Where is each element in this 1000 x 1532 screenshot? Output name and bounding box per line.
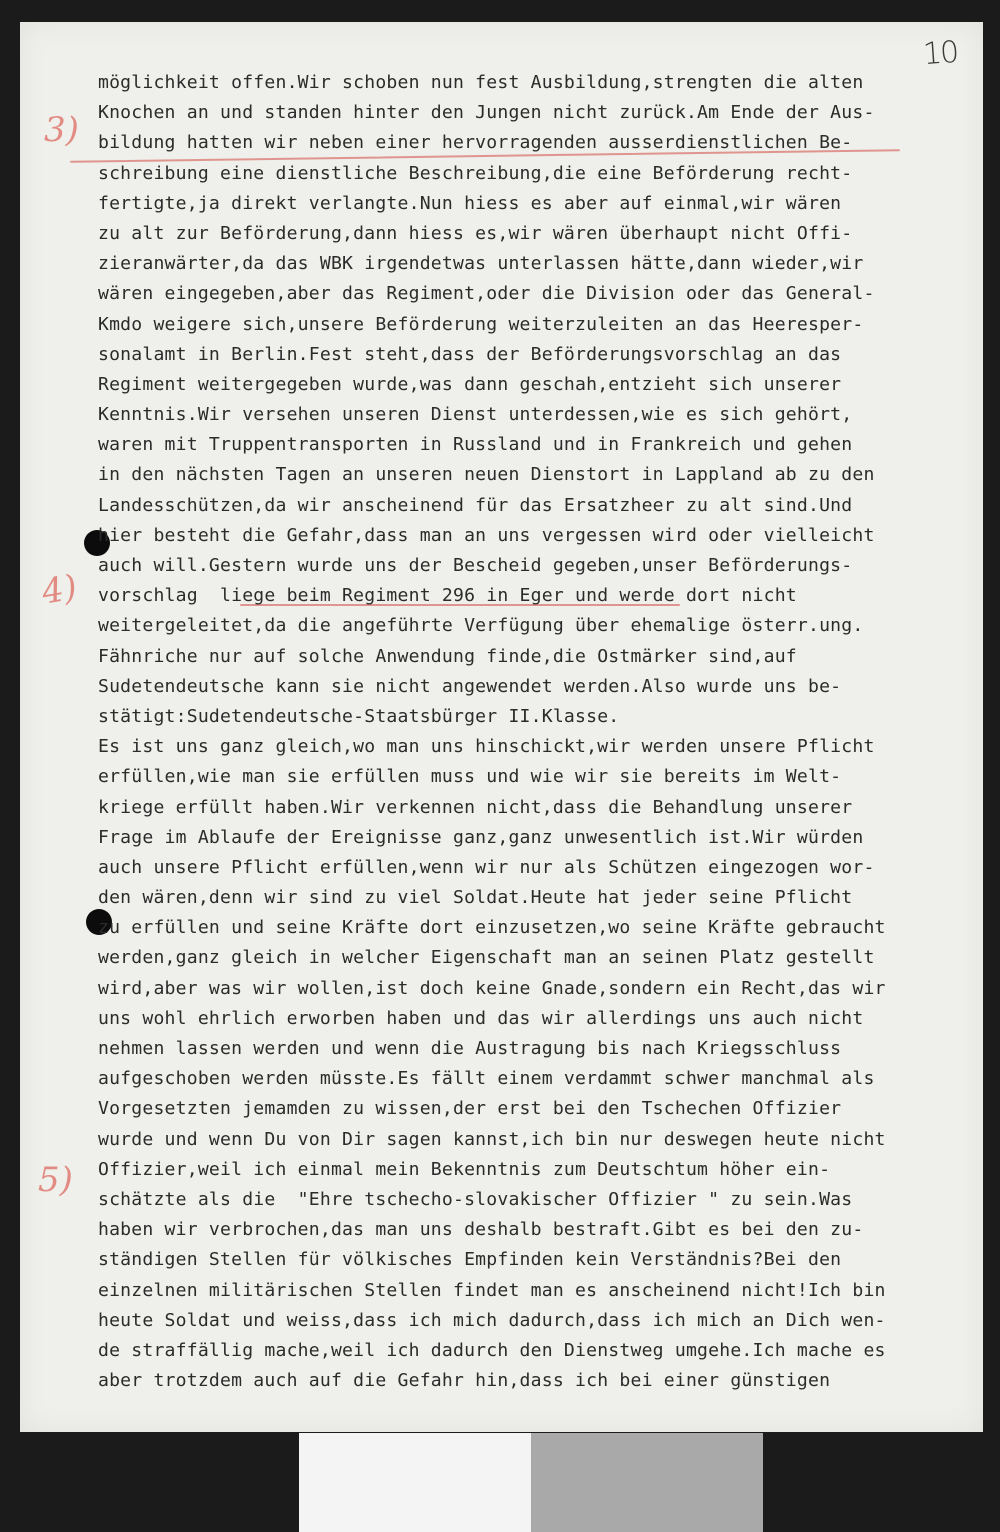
text-line: wären eingegeben,aber das Regiment,oder die Division oder das General- [98, 283, 875, 305]
typewritten-body [98, 68, 983, 1396]
text-line: haben wir verbrochen,das man uns deshalb bestraft.Gibt es bei den zu- [98, 1219, 864, 1241]
text-line: wird,aber was wir wollen,ist doch keine Gnade,sondern ein Recht,das wir [98, 977, 886, 999]
text-line: fertigte,ja direkt verlangte.Nun hiess es aber auf einmal,wir wären [98, 192, 842, 214]
text-line: aber trotzdem auch auf die Gefahr hin,dass ich bei einer günstigen [98, 1370, 831, 1392]
text-line: den wären,denn wir sind zu viel Soldat.Heute hat jeder seine Pflicht [98, 887, 853, 909]
margin-mark-4: 4) [38, 567, 81, 613]
text-line: auch unsere Pflicht erfüllen,wenn wir nur als Schützen eingezogen wor- [98, 856, 875, 878]
text-line: Knochen an und standen hinter den Jungen nicht zurück.Am Ende der Aus- [98, 102, 875, 124]
text-line: nehmen lassen werden und wenn die Austragung bis nach Kriegsschluss [98, 1038, 842, 1059]
text-line: ständigen Stellen für völkisches Empfinden kein Verständnis?Bei den [98, 1249, 842, 1271]
text-line: sonalamt in Berlin.Fest steht,dass der Beförderungsvorschlag an das [98, 343, 842, 365]
text-line: möglichkeit offen.Wir schoben nun fest Ausbildung,strengten die alten [98, 72, 864, 93]
margin-mark-3: 3) [44, 110, 79, 150]
text-line: bildung hatten wir neben einer hervorragenden ausserdienstlichen Be- [98, 132, 853, 154]
text-line: Fähnriche nur auf solche Anwendung finde,die Ostmärker sind,auf [98, 645, 797, 667]
text-line: werden,ganz gleich in welcher Eigenschaft man an seinen Platz gestellt [98, 947, 875, 969]
page-number: 10 [921, 34, 959, 73]
text-line: stätigt:Sudetendeutsche-Staatsbürger II.Klasse. [98, 705, 620, 727]
text-line: uns wohl ehrlich erworben haben und das wir allerdings uns auch nicht [98, 1007, 864, 1029]
text-line: hier besteht die Gefahr,dass man an uns vergessen wird oder vielleicht [98, 524, 875, 546]
text-line: Kmdo weigere sich,unsere Beförderung weiterzuleiten an das Heeresper- [98, 313, 864, 335]
text-line: waren mit Truppentransporten in Russland und in Frankreich und gehen [98, 434, 853, 456]
text-line: aufgeschoben werden müsste.Es fällt einem verdammt schwer manchmal als [98, 1068, 875, 1090]
text-line: kriege erfüllt haben.Wir verkennen nicht,dass die Behandlung unserer [98, 796, 853, 818]
text-line: Frage im Ablaufe der Ereignisse ganz,ganz unwesentlich ist.Wir würden [98, 826, 864, 848]
text-line: einzelnen militärischen Stellen findet man es anscheinend nicht!Ich bin [98, 1279, 886, 1301]
text-line: Sudetendeutsche kann sie nicht angewendet werden.Also wurde uns be- [98, 675, 842, 697]
text-line: schreibung eine dienstliche Beschreibung,die eine Beförderung recht- [98, 162, 853, 184]
text-line: auch will.Gestern wurde uns der Bescheid gegeben,unser Beförderungs- [98, 555, 853, 576]
text-line: wurde und wenn Du von Dir sagen kannst,ich bin nur deswegen heute nicht [98, 1128, 886, 1150]
text-line: heute Soldat und weiss,dass ich mich dadurch,dass ich mich an Dich wen- [98, 1309, 886, 1331]
text-line: erfüllen,wie man sie erfüllen muss und wie wir sie bereits im Welt- [98, 766, 842, 788]
text-line: Kenntnis.Wir versehen unseren Dienst unterdessen,wie es sich gehört, [98, 404, 853, 426]
text-line: schätzte als die "Ehre tschecho-slovakischer Offizier " zu sein.Was [98, 1188, 853, 1210]
text-line: Landesschützen,da wir anscheinend für das Ersatzheer zu alt sind.Und [98, 494, 853, 516]
text-line: Es ist uns ganz gleich,wo man uns hinschickt,wir werden unsere Pflicht [98, 736, 875, 758]
text-line: in den nächsten Tagen an unseren neuen Dienstort in Lappland ab zu den [98, 464, 875, 486]
text-line: zu erfüllen und seine Kräfte dort einzusetzen,wo seine Kräfte gebraucht [98, 917, 886, 939]
text-line: weitergeleitet,da die angeführte Verfügung über ehemalige österr.ung. [98, 615, 864, 637]
calibration-strip-gray [531, 1433, 763, 1532]
text-line: zieranwärter,da das WBK irgendetwas unterlassen hätte,dann wieder,wir [98, 253, 864, 275]
text-line: zu alt zur Beförderung,dann hiess es,wir wären überhaupt nicht Offi- [98, 222, 853, 244]
text-line: Offizier,weil ich einmal mein Bekenntnis zum Deutschtum höher ein- [98, 1158, 831, 1180]
text-line: vorschlag liege beim Regiment 296 in Eger und werde dort nicht [98, 585, 797, 607]
text-line: de straffällig mache,weil ich dadurch den Dienstweg umgehe.Ich mache es [98, 1339, 886, 1361]
text-line: Regiment weitergegeben wurde,was dann geschah,entzieht sich unserer [98, 373, 842, 395]
calibration-strip-white [299, 1433, 531, 1532]
text-line: Vorgesetzten jemamden zu wissen,der erst bei den Tschechen Offizier [98, 1098, 842, 1120]
margin-mark-5: 5) [38, 1160, 73, 1200]
